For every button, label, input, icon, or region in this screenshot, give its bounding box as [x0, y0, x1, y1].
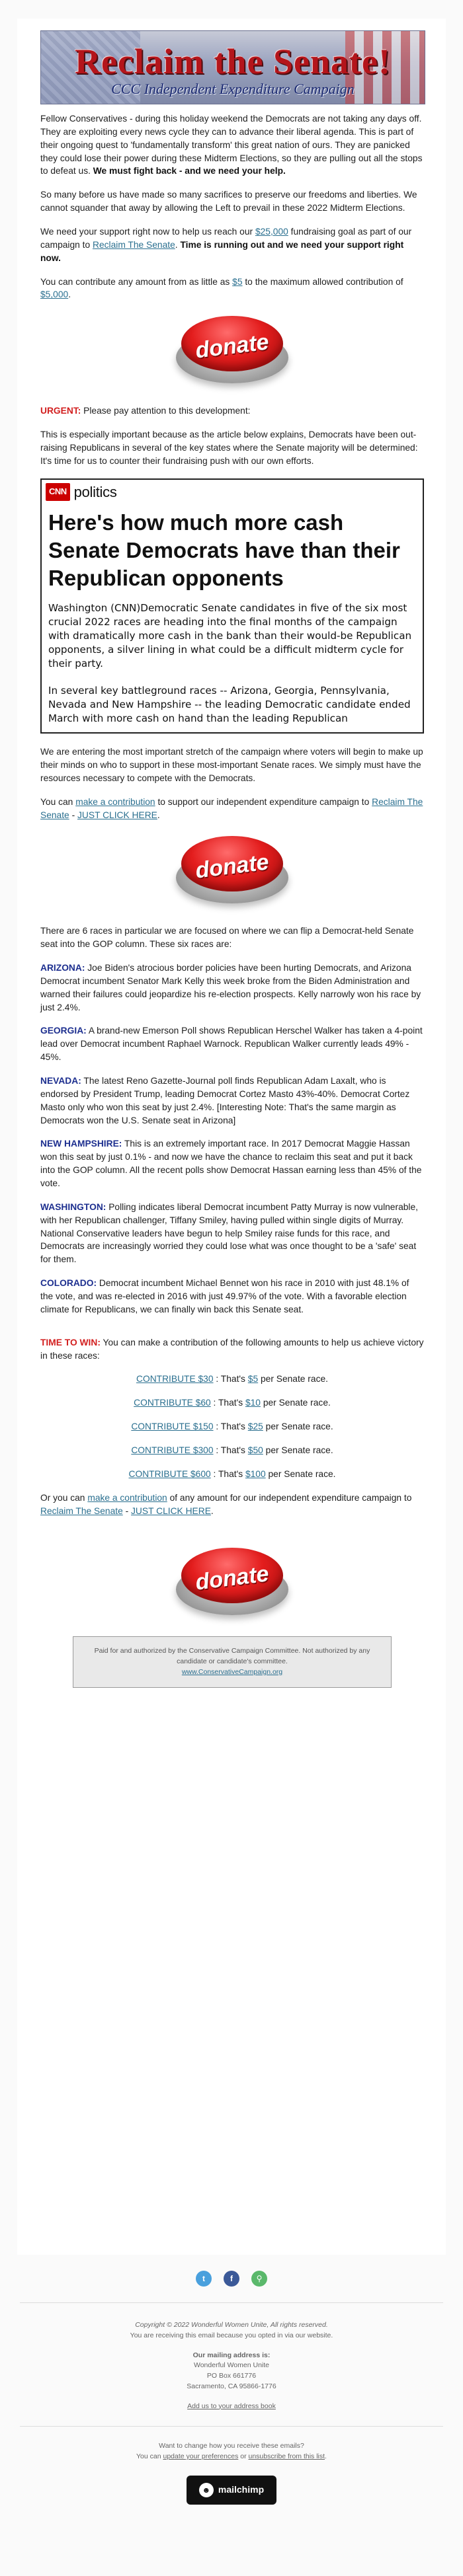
article-headline: Here's how much more cash Senate Democrats have than their Republican opponents — [48, 510, 400, 591]
min-amount-link[interactable]: $5 — [232, 276, 243, 287]
intro-paragraph-3 — [40, 225, 424, 265]
intro-text: Fellow Conservatives - during this holiday weekend the Democrats are not taking any days off. They are exploiting every news cycle they can to advance their liberal agenda. This is part of their ongoing quest to 'fundamentally transform' this great nation of ours. They are panicked they could lose their power during these Midterm Elections, so they are pulling out all the stops to defeat us. — [40, 114, 423, 176]
time-to-win-line — [40, 1336, 424, 1363]
race-text: Democrat incumbent Michael Bennet won his race in 2010 with just 48.1% of the vote, and was re-elected in 2016 with just 49.97% of the vote. With a favorable election climate for Republicans, we can finally win back this Senate seat. — [40, 1278, 409, 1314]
race-state: COLORADO: — [40, 1278, 97, 1289]
race-text: The latest Reno Gazette-Journal poll finds Republican Adam Laxalt, who is endorsed by President Trump, leading Democrat Cortez Masto 43%-40%. Democrat Cortez Masto only who won this seat by just 2.4%. [Interesting Note: That's the same margin as Democrats won the U.S. Senate seat in Arizona] — [40, 1075, 410, 1125]
article-paragraph-1: Washington (CNN)Democratic Senate candidates in five of the six most crucial 2022 races are heading into the final months of the campaign with dramatically more cash in the bank than their would-be Republican opponents, a silver lining in what could be a difficult midterm cycle for their party. — [48, 602, 412, 670]
donate-button[interactable] — [169, 1544, 295, 1618]
change-question: Want to change how you receive these emails? — [159, 2442, 304, 2450]
race-state: GEORGIA: — [40, 1026, 87, 1036]
contribution-option — [40, 1373, 424, 1386]
race-item — [40, 1024, 424, 1064]
after-article-paragraph-2 — [40, 796, 424, 822]
contribute-60-link[interactable]: CONTRIBUTE $60 — [134, 1398, 211, 1408]
contribution-option — [40, 1396, 424, 1410]
just-click-here-link[interactable]: JUST CLICK HERE — [131, 1505, 211, 1516]
org-name: Wonderful Women Unite — [194, 2361, 269, 2370]
email-footer — [0, 2255, 463, 2505]
race-item — [40, 1075, 424, 1127]
text: to support our independent expenditure campaign to — [155, 796, 372, 807]
campaign-website-link[interactable]: www.ConservativeCampaign.org — [181, 1667, 283, 1676]
campaign-banner[interactable] — [40, 30, 425, 104]
article-section: politics — [73, 483, 117, 500]
donate-button[interactable] — [169, 312, 295, 386]
twitter-icon[interactable]: t — [196, 2271, 212, 2287]
text: to the maximum allowed contribution of — [242, 276, 403, 287]
text: or — [238, 2452, 249, 2460]
cnn-logo: CNN — [46, 483, 70, 501]
just-click-here-link[interactable]: JUST CLICK HERE — [77, 810, 157, 820]
text: per Senate race. — [265, 1468, 336, 1479]
text: : That's — [213, 1374, 248, 1384]
race-text: Polling indicates liberal Democrat incumbent Patty Murray is now vulnerable, with her Republican challenger, Tiffany Smiley, having pulled within single digits of Murray. National Conservative leaders have begun to help Smiley raise funds for this race, and Democrats are increasingly worried they could lose what was once thought to be a 'safe' seat for them. — [40, 1201, 418, 1265]
opt-in-reason: You are receiving this email because you opted in via our website. — [130, 2331, 333, 2339]
cnn-article-card[interactable] — [40, 478, 424, 734]
text: per Senate race. — [263, 1445, 333, 1455]
text: : That's — [210, 1398, 245, 1408]
donate-button-container — [40, 1544, 424, 1622]
footer-legal — [0, 2320, 463, 2341]
urgent-line — [40, 404, 424, 418]
mailchimp-badge[interactable] — [187, 2476, 276, 2505]
footer-divider — [20, 2302, 443, 2303]
races-intro: There are 6 races in particular we are focused on where we can flip a Democrat-held Senate seat into the GOP column. These six races are: — [40, 926, 414, 950]
article-brand — [42, 480, 423, 502]
donate-button-label: donate — [194, 849, 271, 884]
text: . — [325, 2452, 327, 2460]
race-item — [40, 1201, 424, 1266]
intro-paragraph-2: So many before us have made so many sacrifices to preserve our freedoms and liberties. We cannot squander that away by allowing the Left to prevail in these 2022 Midterm Elections. — [40, 190, 417, 213]
contribution-option — [40, 1444, 424, 1457]
reclaim-senate-link[interactable]: Reclaim The Senate — [40, 1505, 123, 1516]
text: Or you can — [40, 1492, 88, 1503]
race-state: WASHINGTON: — [40, 1201, 106, 1212]
race-state: NEW HAMPSHIRE: — [40, 1139, 122, 1149]
add-to-address-book-link[interactable]: Add us to your address book — [187, 2402, 276, 2410]
closing-paragraph — [40, 1492, 424, 1518]
make-contribution-link[interactable]: make a contribution — [87, 1492, 167, 1503]
address-book-line — [0, 2402, 463, 2412]
text: : That's — [213, 1445, 248, 1455]
contribute-30-link[interactable]: CONTRIBUTE $30 — [136, 1374, 214, 1384]
mailchimp-label: mailchimp — [218, 2484, 265, 2495]
contribution-option — [40, 1420, 424, 1433]
text: . — [157, 810, 160, 820]
after-article-paragraph-1: We are entering the most important stretch of the campaign where voters will begin to make up their minds on who to support in these most-important Senate races. We simply must have the resources necessary to compete with the Democrats. — [40, 747, 423, 783]
text: per Senate race. — [263, 1421, 333, 1432]
race-text: Joe Biden's atrocious border policies have been hurting Democrats, and Arizona Democrat incumbent Senator Mark Kelly this week broke from the Biden Administration and warned their failures could jeopardize his re-election prospects. Kelly narrowly won his race by just 2.4%. — [40, 962, 421, 1012]
donate-button-label: donate — [194, 1561, 271, 1596]
text: - — [69, 810, 77, 820]
intro-paragraph-4 — [40, 276, 424, 302]
text: We need your support right now to help us reach our — [40, 227, 255, 237]
copyright-text: Copyright © 2022 Wonderful Women Unite, All rights reserved. — [135, 2321, 328, 2329]
paid-for-disclaimer — [73, 1636, 392, 1687]
intro-paragraph-1 — [40, 112, 424, 178]
time-to-win-text: You can make a contribution of the following amounts to help us achieve victory in these races: — [40, 1337, 424, 1361]
text: per Senate race. — [260, 1398, 331, 1408]
race-item — [40, 1277, 424, 1316]
goal-link[interactable]: $25,000 — [255, 227, 288, 237]
facebook-icon[interactable]: f — [224, 2271, 239, 2287]
urgent-label: URGENT: — [40, 406, 81, 416]
donate-button-container — [40, 312, 424, 390]
max-amount-link[interactable]: $5,000 — [40, 289, 69, 300]
urgent-paragraph: This is especially important because as the article below explains, Democrats have been out-raising Republicans in several of the key states where the Senate majority will be determined: It's time for us to counter their fundraising push with our own efforts. — [40, 430, 418, 466]
donate-button[interactable] — [169, 832, 295, 906]
race-state: ARIZONA: — [40, 962, 85, 973]
text: of any amount for our independent expenditure campaign to — [167, 1492, 412, 1503]
update-preferences-link[interactable]: update your preferences — [163, 2452, 239, 2460]
race-item — [40, 962, 424, 1014]
race-state: NEVADA: — [40, 1075, 81, 1086]
text: You can contribute any amount from as little as — [40, 276, 233, 287]
per-race-amount-link[interactable]: $50 — [247, 1445, 263, 1455]
contribute-600-link[interactable]: CONTRIBUTE $600 — [128, 1468, 211, 1479]
text: . — [175, 239, 181, 250]
banner-title: Reclaim the Senate! — [75, 42, 391, 81]
disclaimer-text: Paid for and authorized by the Conservative Campaign Committee. Not authorized by any candidate or candidate's committee. — [94, 1647, 370, 1666]
race-text: This is an extremely important race. In 2017 Democrat Maggie Hassan won this seat by just 0.1% - and now we have the chance to reclaim this seat and put it back into the GOP column. All the recent polls show Democrat Hassan earning less than 45% of the vote. — [40, 1139, 422, 1188]
unsubscribe-link[interactable]: unsubscribe from this list — [248, 2452, 325, 2460]
contribute-300-link[interactable]: CONTRIBUTE $300 — [131, 1445, 214, 1455]
reclaim-senate-link[interactable]: Reclaim The Senate — [40, 796, 423, 820]
per-race-amount-link[interactable]: $25 — [247, 1421, 263, 1432]
per-race-amount-link[interactable]: $100 — [245, 1468, 266, 1479]
race-item — [40, 1137, 424, 1190]
city-state-zip: Sacramento, CA 95866-1776 — [187, 2382, 276, 2390]
text: . — [68, 289, 71, 300]
text: : That's — [213, 1421, 248, 1432]
per-race-amount-link[interactable]: $10 — [245, 1398, 261, 1408]
text: You can — [136, 2452, 163, 2460]
po-box: PO Box 661776 — [206, 2372, 257, 2380]
make-contribution-link[interactable]: make a contribution — [75, 796, 155, 807]
preferences-line — [0, 2441, 463, 2462]
intro-bold: Time is running out and we need your support right now. — [40, 239, 404, 263]
donate-button-container — [40, 832, 424, 910]
per-race-amount-link[interactable]: $5 — [247, 1374, 259, 1384]
reclaim-senate-link[interactable]: Reclaim The Senate — [93, 239, 175, 250]
footer-divider — [20, 2426, 443, 2427]
text: per Senate race. — [258, 1374, 328, 1384]
time-to-win-label: TIME TO WIN: — [40, 1337, 101, 1347]
article-paragraph-2: In several key battleground races -- Arizona, Georgia, Pennsylvania, Nevada and New Hampshire -- the leading Democratic candidate ended March with more cash on hand than the leading Republican — [48, 685, 411, 725]
donate-button-label: donate — [194, 329, 271, 363]
social-links — [0, 2271, 463, 2287]
address-label: Our mailing address is: — [192, 2351, 271, 2359]
intro-bold: We must fight back - and we need your help. — [93, 166, 286, 176]
banner-subtitle: CCC Independent Expenditure Campaign — [111, 81, 355, 97]
text: . — [210, 1505, 214, 1516]
contribute-150-link[interactable]: CONTRIBUTE $150 — [131, 1421, 214, 1432]
email-content — [17, 19, 446, 1688]
article-body — [48, 601, 416, 726]
email-body — [17, 19, 446, 2255]
mailing-address — [0, 2351, 463, 2392]
text: fundraising goal as part of our campaign to — [40, 227, 412, 250]
text: - — [122, 1505, 132, 1516]
contribution-option — [40, 1468, 424, 1481]
urgent-text: Please pay attention to this development: — [81, 406, 251, 416]
mailchimp-icon: ☻ — [199, 2483, 214, 2497]
text: You can — [40, 796, 76, 807]
text: : That's — [210, 1468, 245, 1479]
race-text: A brand-new Emerson Poll shows Republican Herschel Walker has taken a 4-point lead over Democrat incumbent Raphael Warnock. Republican Walker currently leads 49% - 45%. — [40, 1026, 423, 1063]
website-icon[interactable]: ⚲ — [251, 2271, 267, 2287]
